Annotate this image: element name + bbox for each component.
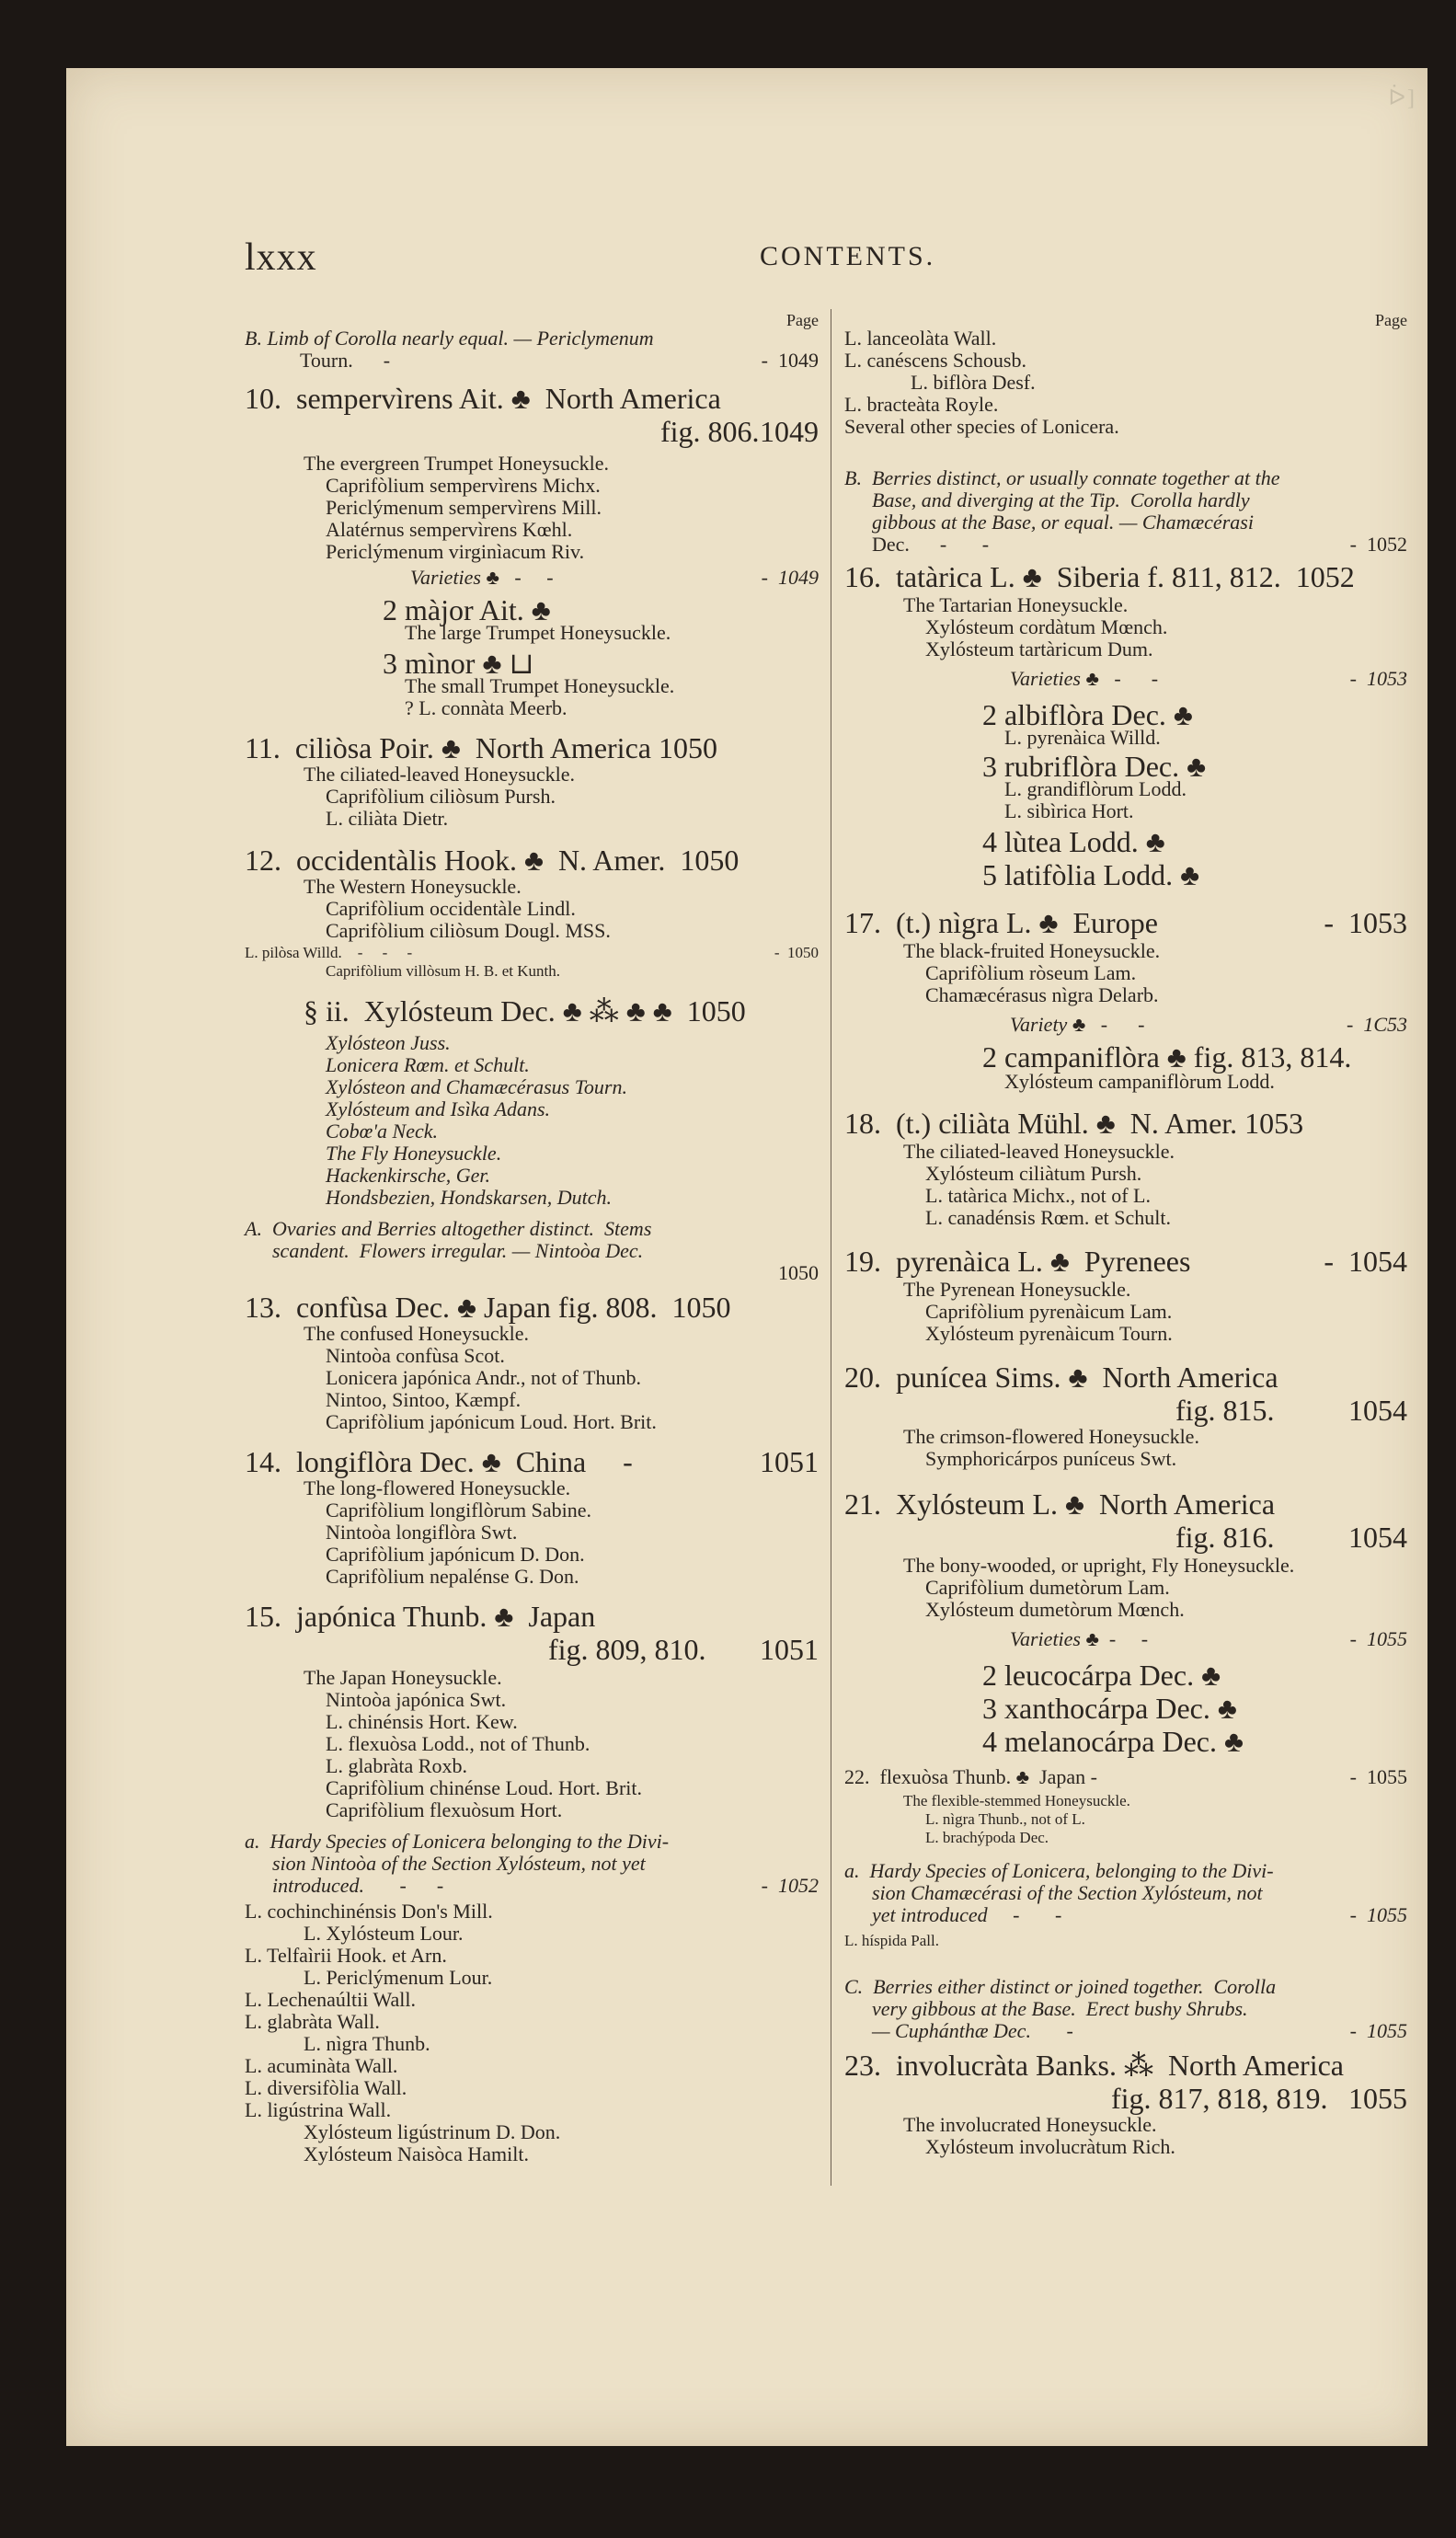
entry-text: Xylósteum ciliàtum Pursh. xyxy=(925,1162,1142,1185)
entry-text: A. Ovaries and Berries altogether distinct. Stems xyxy=(245,1217,652,1240)
entry-text: L. nìgra Thunb., not of L. xyxy=(925,1810,1085,1828)
right-line xyxy=(872,534,1407,556)
entry-text: Cobœ'a Neck. xyxy=(326,1120,439,1143)
left-line xyxy=(304,1923,819,1945)
entry-text: L. Periclýmenum Lour. xyxy=(304,1966,493,1989)
entry-text: Nintoo, Sintoo, Kæmpf. xyxy=(326,1388,522,1411)
left-line xyxy=(326,1032,819,1054)
left-line xyxy=(660,414,819,449)
entry-text: The involucrated Honeysuckle. xyxy=(903,2113,1157,2136)
entry-text: a. Hardy Species of Lonicera belonging to the Divi- xyxy=(245,1830,670,1853)
left-line xyxy=(548,1632,819,1667)
left-line xyxy=(304,1667,819,1689)
left-line xyxy=(326,541,819,563)
right-line xyxy=(1004,1071,1407,1093)
right-line xyxy=(925,984,1407,1006)
left-line xyxy=(245,1831,819,1853)
entry-text: The Fly Honeysuckle. xyxy=(326,1142,502,1165)
entry-text: Hackenkirsche, Ger. xyxy=(326,1164,490,1187)
left-line xyxy=(272,1240,819,1262)
entry-text: Chamæcérasus nìgra Delarb. xyxy=(925,983,1159,1006)
page-ref: 1054 xyxy=(1348,1521,1407,1554)
left-line xyxy=(405,622,819,644)
entry-text: L. cochinchinénsis Don's Mill. xyxy=(245,1900,493,1923)
right-line xyxy=(925,962,1407,984)
entry-text: L. grandiflòrum Lodd. xyxy=(1004,777,1187,800)
left-line xyxy=(245,730,819,765)
entry-text: scandent. Flowers irregular. — Nintoòa Dec. xyxy=(272,1239,644,1262)
entry-text: L. canéscens Schousb. xyxy=(844,349,1026,372)
entry-text: Nintoòa japónica Swt. xyxy=(326,1688,507,1711)
right-line xyxy=(872,489,1407,511)
page-ref: - 1049 xyxy=(761,566,819,589)
left-line xyxy=(304,876,819,898)
running-head: CONTENTS. xyxy=(760,241,936,271)
right-line xyxy=(844,1860,1407,1882)
right-line xyxy=(903,2114,1407,2136)
page-number: lxxx xyxy=(245,236,317,279)
right-line xyxy=(844,1244,1407,1279)
left-line xyxy=(326,1165,819,1187)
left-line xyxy=(300,350,819,372)
right-line xyxy=(872,1882,1407,1904)
entry-text: Caprifòlium chinénse Loud. Hort. Brit. xyxy=(326,1776,642,1799)
page-ref: - 1C53 xyxy=(1347,1013,1407,1036)
entry-text: Alatérnus sempervìrens Kœhl. xyxy=(326,518,573,541)
right-line xyxy=(844,467,1407,489)
entry-text: L. sibìrica Hort. xyxy=(1004,799,1134,822)
right-line xyxy=(1010,1014,1407,1036)
entry-text: 13. confùsa Dec. ♣ Japan fig. 808. 1050 xyxy=(245,1291,731,1324)
left-line xyxy=(245,1901,819,1923)
right-line xyxy=(844,905,1407,940)
entry-text: yet introduced - - xyxy=(872,1903,1062,1926)
left-line xyxy=(304,764,819,786)
entry-text: Base, and diverging at the Tip. Corolla hardly xyxy=(872,488,1250,511)
right-line xyxy=(844,1976,1407,1998)
entry-text: Hondsbezien, Hondskarsen, Dutch. xyxy=(326,1186,613,1209)
entry-text: 3 rubriflòra Dec. ♣ xyxy=(982,750,1207,783)
entry-text: L. acuminàta Wall. xyxy=(245,2054,398,2077)
left-line xyxy=(326,1733,819,1755)
entry-text: Caprifòlium pyrenàicum Lam. xyxy=(925,1300,1173,1323)
right-line xyxy=(1175,1393,1407,1428)
right-line xyxy=(1010,1628,1407,1650)
entry-text: The crimson-flowered Honeysuckle. xyxy=(903,1425,1199,1448)
entry-text: 23. involucràta Banks. ⁂ North America xyxy=(844,2049,1344,2082)
entry-text: Xylósteum Naisòca Hamilt. xyxy=(304,2142,530,2165)
entry-text: 2 màjor Ait. ♣ xyxy=(383,593,551,626)
entry-text: Tourn. - xyxy=(300,349,391,372)
left-line xyxy=(245,381,819,416)
entry-text: ? L. connàta Meerb. xyxy=(405,696,567,719)
entry-text: 2 albiflòra Dec. ♣ xyxy=(982,698,1193,731)
right-line xyxy=(925,1448,1407,1470)
entry-text: L. ciliàta Dietr. xyxy=(326,807,449,830)
right-line xyxy=(844,1360,1407,1395)
entry-text: Lonicera japónica Andr., not of Thunb. xyxy=(326,1366,641,1389)
entry-text: B. Berries distinct, or usually connate together at the xyxy=(844,466,1280,489)
left-line xyxy=(326,1076,819,1098)
entry-text: The Pyrenean Honeysuckle. xyxy=(903,1278,1131,1301)
left-line xyxy=(272,1875,819,1897)
entry-text: L. brachýpoda Dec. xyxy=(925,1829,1049,1846)
entry-text: 17. (t.) nìgra L. ♣ Europe xyxy=(844,906,1158,939)
entry-text: Xylósteum tartàricum Dum. xyxy=(925,637,1153,660)
entry-text: 21. Xylósteum L. ♣ North America xyxy=(844,1487,1276,1521)
entry-text: 18. (t.) ciliàta Mühl. ♣ N. Amer. 1053 xyxy=(844,1107,1304,1140)
entry-text: introduced. - - xyxy=(272,1874,444,1897)
entry-text: Caprifòlium japónicum D. Don. xyxy=(326,1543,585,1566)
entry-text: L. chinénsis Hort. Kew. xyxy=(326,1710,518,1733)
right-line xyxy=(844,394,1407,416)
entry-text: L. híspida Pall. xyxy=(844,1932,939,1949)
left-line xyxy=(326,1367,819,1389)
entry-text: L. flexuòsa Lodd., not of Thunb. xyxy=(326,1732,590,1755)
entry-text: 2 leucocárpa Dec. ♣ xyxy=(982,1659,1221,1692)
entry-text: L. biflòra Desf. xyxy=(911,371,1036,394)
entry-text: The small Trumpet Honeysuckle. xyxy=(405,674,675,697)
entry-text: Xylósteum dumetòrum Mœnch. xyxy=(925,1598,1185,1621)
entry-text: Periclýmenum virginìacum Riv. xyxy=(326,540,585,563)
right-line xyxy=(925,616,1407,638)
page-ref: - 1052 xyxy=(1349,533,1407,556)
left-line xyxy=(304,2033,819,2055)
entry-text: 22. flexuòsa Thunb. ♣ Japan - xyxy=(844,1765,1097,1788)
left-line xyxy=(245,843,819,878)
entry-text: The evergreen Trumpet Honeysuckle. xyxy=(304,452,609,475)
right-line xyxy=(925,1599,1407,1621)
left-line xyxy=(245,1262,819,1284)
page-col-label: Page xyxy=(786,311,819,329)
entry-text: 10. sempervìrens Ait. ♣ North America xyxy=(245,382,721,415)
left-line xyxy=(245,327,819,350)
entry-text: Xylósteon and Chamæcérasus Tourn. xyxy=(326,1075,627,1098)
right-line xyxy=(982,857,1407,892)
corner-mark: ᐆ] xyxy=(1388,86,1416,110)
page-ref: - 1055 xyxy=(1349,1627,1407,1650)
left-line xyxy=(245,944,819,962)
right-line xyxy=(872,511,1407,534)
left-line xyxy=(326,1411,819,1433)
entry-text: L. pyrenàica Willd. xyxy=(1004,726,1161,749)
left-line xyxy=(245,1290,819,1325)
left-line xyxy=(326,962,819,981)
entry-text: The ciliated-leaved Honeysuckle. xyxy=(903,1140,1175,1163)
left-line xyxy=(326,898,819,920)
left-line xyxy=(405,697,819,719)
entry-text: fig. 815. xyxy=(1175,1394,1275,1427)
entry-text: Symphoricárpos puníceus Swt. xyxy=(925,1447,1177,1470)
entry-text: Xylósteum and Isìka Adans. xyxy=(326,1097,551,1120)
entry-text: 11. ciliòsa Poir. ♣ North America 1050 xyxy=(245,731,717,764)
left-line xyxy=(304,1967,819,1989)
page-ref: - 1053 xyxy=(1324,906,1407,939)
left-line xyxy=(245,2099,819,2121)
entry-text: 19. pyrenàica L. ♣ Pyrenees xyxy=(844,1245,1191,1278)
entry-text: very gibbous at the Base. Erect bushy Shrubs. xyxy=(872,1997,1248,2020)
left-line xyxy=(245,2011,819,2033)
page-ref: - 1053 xyxy=(1349,667,1407,690)
left-line xyxy=(272,1853,819,1875)
right-line xyxy=(844,1766,1407,1788)
entry-text: L. bracteàta Royle. xyxy=(844,393,999,416)
entry-text: L. diversifòlia Wall. xyxy=(245,2076,407,2099)
left-line xyxy=(245,1444,819,1479)
left-line xyxy=(326,1777,819,1799)
entry-text: Caprifòlium ciliòsum Dougl. MSS. xyxy=(326,919,611,942)
left-line xyxy=(326,497,819,519)
right-line xyxy=(903,1426,1407,1448)
entry-text: L. Lechenaúltii Wall. xyxy=(245,1988,416,2011)
entry-text: 2 campaniflòra ♣ fig. 813, 814. xyxy=(982,1040,1352,1074)
entry-text: B. Limb of Corolla nearly equal. — Periclymenum xyxy=(245,327,654,350)
right-line xyxy=(982,1691,1407,1726)
right-line xyxy=(903,1555,1407,1577)
left-line xyxy=(245,2077,819,2099)
right-line xyxy=(903,940,1407,962)
entry-text: Caprifòlium sempervìrens Michx. xyxy=(326,474,601,497)
right-line xyxy=(925,1829,1407,1847)
entry-text: Caprifòlium ròseum Lam. xyxy=(925,961,1137,984)
page-ref: - 1055 xyxy=(1349,2019,1407,2042)
entry-text: L. Xylósteum Lour. xyxy=(304,1922,464,1945)
left-line xyxy=(326,920,819,942)
left-line xyxy=(245,2055,819,2077)
entry-text: C. Berries either distinct or joined together. Corolla xyxy=(844,1975,1277,1998)
entry-text: Periclýmenum sempervìrens Mill. xyxy=(326,496,602,519)
entry-text: Caprifòlium villòsum H. B. et Kunth. xyxy=(326,962,560,980)
left-line xyxy=(304,993,819,1028)
entry-text: sion Chamæcérasi of the Section Xylósteum, not xyxy=(872,1881,1263,1904)
right-line xyxy=(925,1185,1407,1207)
entry-text: L. glabràta Wall. xyxy=(245,2010,380,2033)
right-line xyxy=(903,1792,1407,1810)
entry-text: The Western Honeysuckle. xyxy=(304,875,522,898)
entry-text: Varieties ♣ - - xyxy=(1010,1627,1149,1650)
entry-text: fig. 809, 810. xyxy=(548,1633,706,1666)
left-line xyxy=(326,1689,819,1711)
right-line xyxy=(844,559,1407,594)
left-line xyxy=(304,453,819,475)
entry-text: The ciliated-leaved Honeysuckle. xyxy=(304,763,576,786)
entry-text: Dec. - - xyxy=(872,533,990,556)
right-line xyxy=(982,824,1407,859)
right-line xyxy=(1004,778,1407,800)
left-line xyxy=(245,1599,819,1634)
entry-text: Caprifòlium flexuòsum Hort. xyxy=(326,1798,563,1821)
entry-text: L. nìgra Thunb. xyxy=(304,2032,430,2055)
entry-text: Xylósteum involucràtum Rich. xyxy=(925,2135,1175,2158)
left-line xyxy=(245,1989,819,2011)
entry-text: The bony-wooded, or upright, Fly Honeysuckle. xyxy=(903,1554,1295,1577)
entry-text: 16. tatàrica L. ♣ Siberia f. 811, 812. 1052 xyxy=(844,560,1355,593)
entry-text: 20. punícea Sims. ♣ North America xyxy=(844,1361,1278,1394)
entry-text: L. glabràta Roxb. xyxy=(326,1754,467,1777)
entry-text: 14. longiflòra Dec. ♣ China - xyxy=(245,1445,633,1478)
page-ref: 1051 xyxy=(760,1445,819,1478)
page-ref: - 1055 xyxy=(1349,1903,1407,1926)
entry-text: fig. 806. xyxy=(660,415,760,448)
right-line xyxy=(925,2136,1407,2158)
entry-text: L. pilòsa Willd. - - - xyxy=(245,944,413,961)
left-line xyxy=(326,1187,819,1209)
entry-text: — Cuphánthæ Dec. - xyxy=(872,2019,1073,2042)
page-ref: 1055 xyxy=(1348,2082,1407,2115)
right-line xyxy=(925,1207,1407,1229)
right-line xyxy=(844,2048,1407,2083)
right-line xyxy=(925,638,1407,660)
entry-text: a. Hardy Species of Lonicera, belonging to the Divi- xyxy=(844,1859,1274,1882)
left-line xyxy=(410,567,819,589)
entry-text: Xylósteum pyrenàicum Tourn. xyxy=(925,1322,1173,1345)
right-line xyxy=(982,1658,1407,1693)
entry-text: Lonicera Rœm. et Schult. xyxy=(326,1053,530,1076)
entry-text: Nintoòa longiflòra Swt. xyxy=(326,1521,518,1544)
left-line xyxy=(326,808,819,830)
left-line xyxy=(326,1755,819,1777)
right-line xyxy=(982,1724,1407,1759)
right-line xyxy=(925,1163,1407,1185)
left-line xyxy=(304,1477,819,1499)
left-line xyxy=(326,1544,819,1566)
right-line xyxy=(1010,668,1407,690)
entry-text: The Tartarian Honeysuckle. xyxy=(903,593,1129,616)
left-line xyxy=(326,1566,819,1588)
left-line xyxy=(326,1389,819,1411)
entry-text: fig. 816. xyxy=(1175,1521,1275,1554)
right-line xyxy=(925,1301,1407,1323)
page-ref: 1054 xyxy=(1348,1394,1407,1427)
left-line xyxy=(326,1120,819,1143)
left-line xyxy=(304,2143,819,2165)
entry-text: Several other species of Lonicera. xyxy=(844,415,1119,438)
right-line xyxy=(911,372,1407,394)
entry-text: The large Trumpet Honeysuckle. xyxy=(405,621,671,644)
left-line xyxy=(326,786,819,808)
entry-text: Caprifòlium longiflòrum Sabine. xyxy=(326,1499,592,1522)
left-line xyxy=(245,1945,819,1967)
right-line xyxy=(844,1932,1407,1950)
entry-text: The confused Honeysuckle. xyxy=(304,1322,529,1345)
entry-text: 5 latifòlia Lodd. ♣ xyxy=(982,858,1200,891)
right-line xyxy=(872,1998,1407,2020)
left-line xyxy=(326,519,819,541)
left-line xyxy=(326,1143,819,1165)
entry-text: L. lanceolàta Wall. xyxy=(844,327,997,350)
entry-text: Caprifòlium japónicum Loud. Hort. Brit. xyxy=(326,1410,657,1433)
right-line xyxy=(844,350,1407,372)
entry-text: Variety ♣ - - xyxy=(1010,1013,1145,1036)
entry-text: L. tatàrica Michx., not of L. xyxy=(925,1184,1151,1207)
entry-text: The Japan Honeysuckle. xyxy=(304,1666,502,1689)
page-ref: 1050 xyxy=(778,1261,819,1284)
right-line xyxy=(844,1487,1407,1522)
entry-text: L. ligústrina Wall. xyxy=(245,2098,392,2121)
right-line xyxy=(1175,1520,1407,1555)
entry-text: 4 lùtea Lodd. ♣ xyxy=(982,825,1165,858)
entry-text: Caprifòlium occidentàle Lindl. xyxy=(326,897,576,920)
left-line xyxy=(245,1218,819,1240)
entry-text: L. Telfaìrii Hook. et Arn. xyxy=(245,1944,447,1967)
entry-text: Xylósteum ligústrinum D. Don. xyxy=(304,2120,561,2143)
entry-text: Varieties ♣ - - xyxy=(410,566,554,589)
right-line xyxy=(903,1279,1407,1301)
right-line xyxy=(844,327,1407,350)
right-line xyxy=(872,2020,1407,2042)
page-header xyxy=(245,235,1192,279)
right-line xyxy=(925,1323,1407,1345)
left-line xyxy=(405,675,819,697)
entry-text: sion Nintoòa of the Section Xylósteum, not yet xyxy=(272,1852,646,1875)
right-line xyxy=(903,1141,1407,1163)
page-ref: 1049 xyxy=(760,415,819,448)
left-line xyxy=(304,1323,819,1345)
page-ref: Page xyxy=(1375,311,1407,329)
page-ref: 1051 xyxy=(760,1633,819,1666)
entry-text: Varieties ♣ - - xyxy=(1010,667,1159,690)
left-line xyxy=(304,2121,819,2143)
entry-text: 12. occidentàlis Hook. ♣ N. Amer. 1050 xyxy=(245,844,739,877)
entry-text: 3 mìnor ♣ ⊔ xyxy=(383,647,534,680)
entry-text: Nintoòa confùsa Scot. xyxy=(326,1344,505,1367)
right-line xyxy=(1111,2081,1407,2116)
right-line xyxy=(872,1904,1407,1926)
left-line xyxy=(326,1499,819,1522)
page-ref: - 1055 xyxy=(1349,1765,1407,1788)
page-ref: - 1054 xyxy=(1324,1245,1407,1278)
left-line xyxy=(326,1799,819,1821)
left-line xyxy=(326,1054,819,1076)
entry-text: The black-fruited Honeysuckle. xyxy=(903,939,1161,962)
page-ref: - 1052 xyxy=(761,1874,819,1897)
page-ref: - 1049 xyxy=(761,349,819,372)
entry-text: Caprifòlium dumetòrum Lam. xyxy=(925,1576,1170,1599)
entry-text: 3 xanthocárpa Dec. ♣ xyxy=(982,1692,1237,1725)
entry-text: § ii. Xylósteum Dec. ♣ ⁂ ♣ ♣ 1050 xyxy=(304,994,746,1028)
entry-text: Caprifòlium ciliòsum Pursh. xyxy=(326,785,556,808)
left-line xyxy=(326,1522,819,1544)
entry-text: 4 melanocárpa Dec. ♣ xyxy=(982,1725,1244,1758)
right-line xyxy=(1004,727,1407,749)
left-line xyxy=(326,475,819,497)
left-line xyxy=(326,1711,819,1733)
entry-text: gibbous at the Base, or equal. — Chamæcérasi xyxy=(872,511,1254,534)
right-line xyxy=(844,416,1407,438)
entry-text: Xylósteum cordàtum Mœnch. xyxy=(925,615,1168,638)
page-ref: - 1050 xyxy=(774,944,819,961)
entry-text: Xylósteum campaniflòrum Lodd. xyxy=(1004,1070,1275,1093)
entry-text: The long-flowered Honeysuckle. xyxy=(304,1476,571,1499)
entry-text: Xylósteon Juss. xyxy=(326,1031,451,1054)
right-line xyxy=(925,1577,1407,1599)
entry-text: 15. japónica Thunb. ♣ Japan xyxy=(245,1600,596,1633)
left-line xyxy=(326,1098,819,1120)
right-line xyxy=(844,1106,1407,1141)
entry-text: Caprifòlium nepalénse G. Don. xyxy=(326,1565,579,1588)
entry-text: L. canadénsis Rœm. et Schult. xyxy=(925,1206,1172,1229)
entry-text: The flexible-stemmed Honeysuckle. xyxy=(903,1792,1130,1809)
right-line xyxy=(1004,800,1407,822)
left-line xyxy=(326,1345,819,1367)
right-line xyxy=(903,594,1407,616)
entry-text: fig. 817, 818, 819. xyxy=(1111,2082,1328,2115)
right-line xyxy=(925,1810,1407,1829)
